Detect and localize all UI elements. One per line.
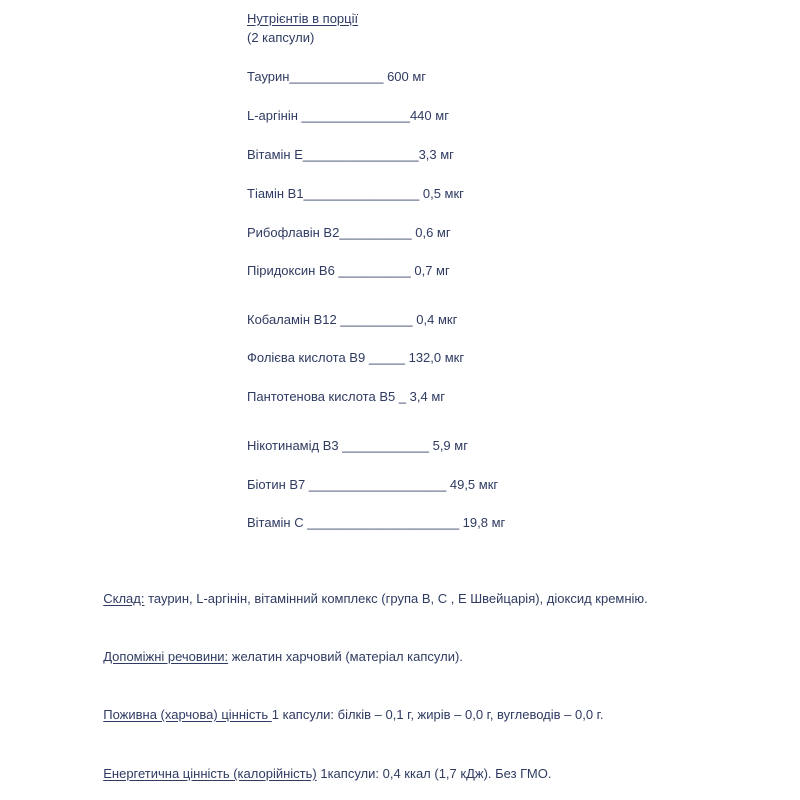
nutrient-pantothenic-acid-b5: Пантотенова кислота В5 _ 3,4 мг <box>247 389 446 404</box>
nutrients-subtitle: (2 капсули) <box>247 30 315 45</box>
excipients-text: желатин харчовий (матеріал капсули). <box>228 649 463 664</box>
nutrient-taurine: Таурин_____________ 600 мг <box>247 69 427 84</box>
energy-value-label: Енергетична цінність (калорійність) <box>103 766 317 781</box>
nutrient-biotin-b7: Біотин В7 ___________________ 49,5 мкг <box>247 477 499 492</box>
nutrient-nicotinamide-b3: Нікотинамід В3 ____________ 5,9 мг <box>247 438 468 453</box>
nutrient-riboflavin-b2: Рибофлавін В2__________ 0,6 мг <box>247 225 451 240</box>
nutrition-value-text: 1 капсули: білків – 0,1 г, жирів – 0,0 г, вуглеводів – 0,0 г. <box>271 707 604 722</box>
nutrition-value-paragraph <box>96 691 603 723</box>
nutrients-title: Нутрієнтів в порції <box>247 11 359 26</box>
nutrient-vitamin-e: Вітамін Е________________3,3 мг <box>247 147 454 162</box>
excipients-paragraph <box>96 633 463 665</box>
nutrient-pyridoxine-b6: Піридоксин В6 __________ 0,7 мг <box>247 263 450 278</box>
energy-value-paragraph <box>96 750 551 782</box>
composition-label: Склад: <box>103 591 145 606</box>
energy-value-text: 1капсули: 0,4 ккал (1,7 кДж). Без ГМО. <box>316 766 552 781</box>
excipients-label: Допоміжні речовини: <box>103 649 229 664</box>
composition-paragraph <box>96 575 648 607</box>
nutrient-l-arginine: L-аргінін _______________440 мг <box>247 108 449 123</box>
nutrient-cobalamin-b12: Кобаламін В12 __________ 0,4 мкг <box>247 312 458 327</box>
nutrient-vitamin-c: Вітамін С _____________________ 19,8 мг <box>247 515 506 530</box>
nutrient-folic-acid-b9: Фолієва кислота В9 _____ 132,0 мкг <box>247 350 465 365</box>
nutrient-thiamine-b1: Тіамін В1________________ 0,5 мкг <box>247 186 464 201</box>
nutrition-value-label: Поживна (харчова) цінність <box>103 707 272 722</box>
composition-text: таурин, L-аргінін, вітамінний комплекс (група В, С , Е Швейцарія), діоксид кремнію. <box>144 591 648 606</box>
